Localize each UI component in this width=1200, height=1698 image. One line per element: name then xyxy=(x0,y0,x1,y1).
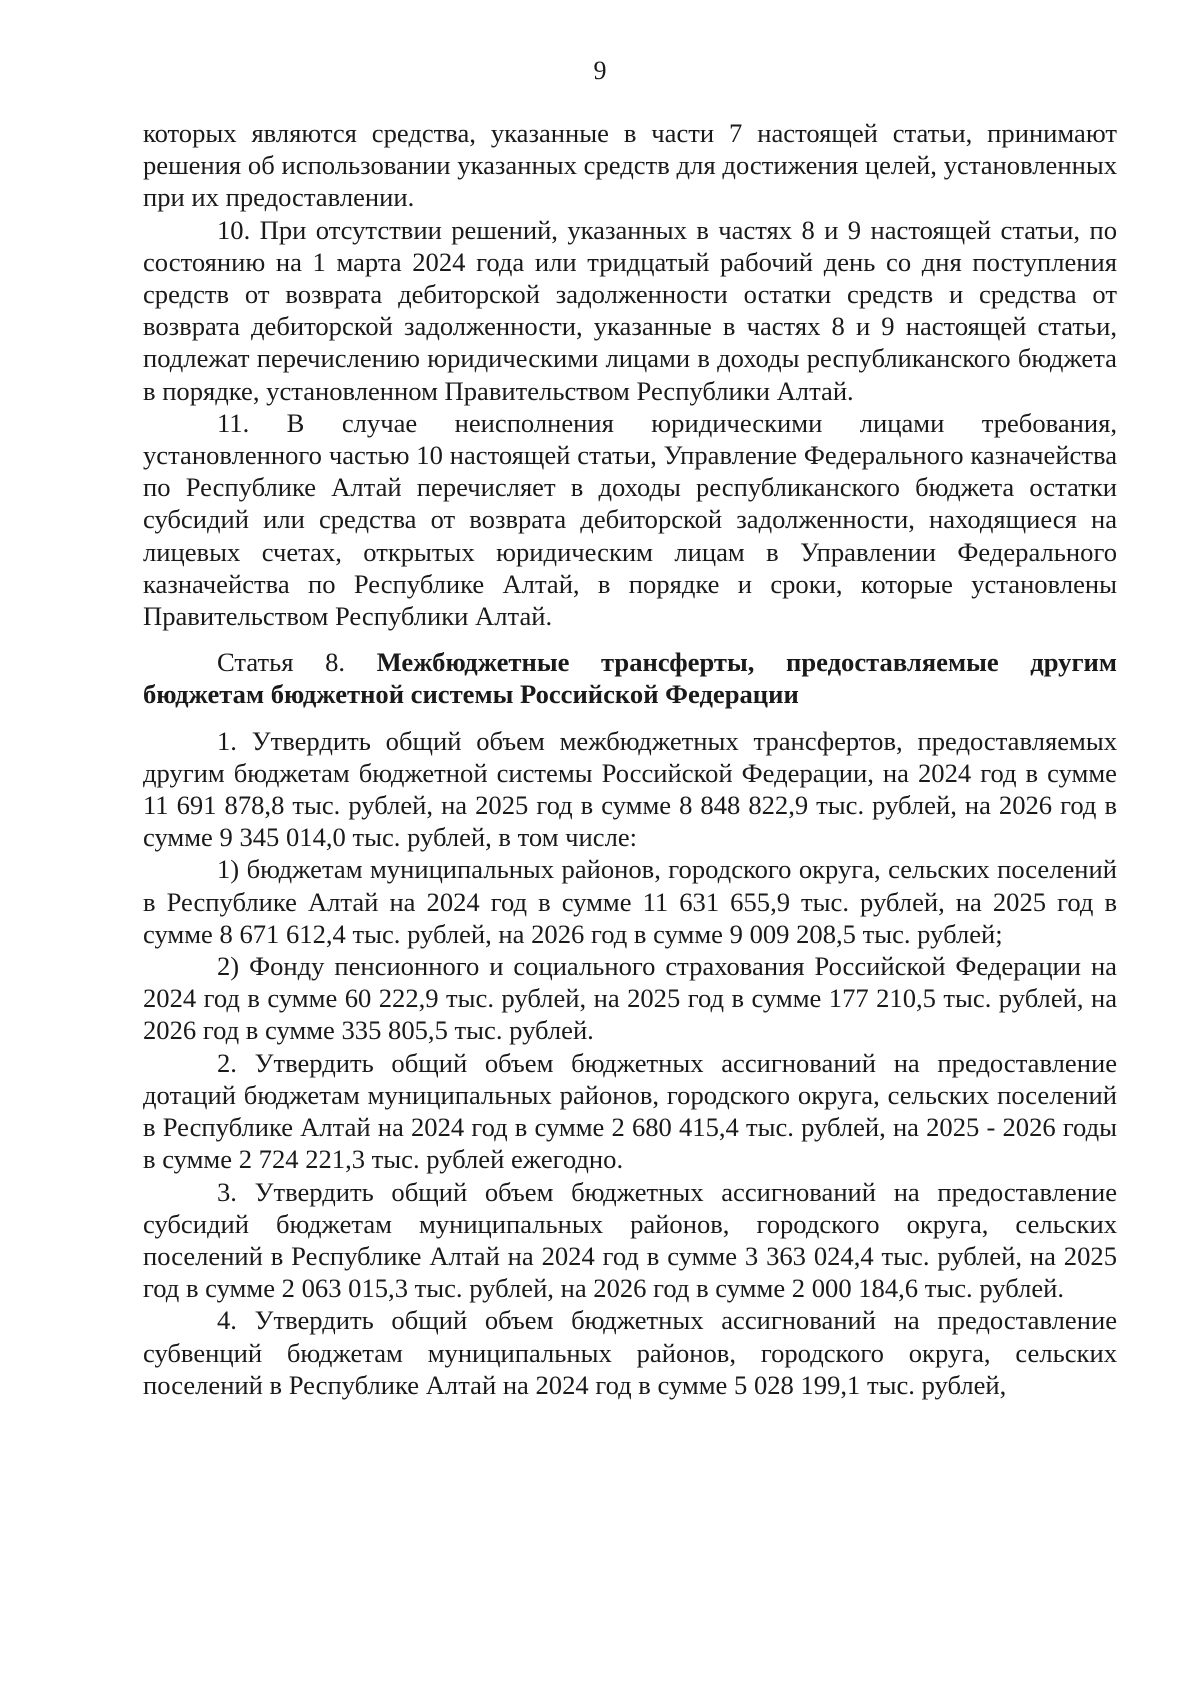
item-1-subitem-2: 2) Фонду пенсионного и социального страхования Российской Федерации на 2024 год в сумме 60 222,9 тыс. рублей, на 2025 год в сумме 177 210,5 тыс. рублей, на 2026 год в сумме 335 805,5 тыс. рублей. xyxy=(143,951,1117,1046)
paragraph-part-10: 10. При отсутствии решений, указанных в частях 8 и 9 настоящей статьи, по состоянию на 1 марта 2024 года или тридцатый рабочий день со дня поступления средств от возврата дебиторской задолженности остатки средств и средства от возврата дебиторской задолженности, указанные в частях 8 и 9 настоящей статьи, подлежат перечислению юридическими лицами в доходы республиканского бюджета в порядке, установленном Правительством Республики Алтай. xyxy=(143,214,1117,406)
paragraph-continuation: которых являются средства, указанные в части 7 настоящей статьи, принимают решения об использовании указанных средств для достижения целей, установленных при их предоставлении. xyxy=(143,118,1117,213)
item-4: 4. Утвердить общий объем бюджетных ассигнований на предоставление субвенций бюджетам муниципальных районов, городского округа, сельских поселений в Республике Алтай на 2024 год в сумме 5 028 199,1 тыс. рублей, xyxy=(143,1305,1117,1400)
item-2: 2. Утвердить общий объем бюджетных ассигнований на предоставление дотаций бюджетам муниципальных районов, городского округа, сельских поселений в Республике Алтай на 2024 год в сумме 2 680 415,4 тыс. рублей, на 2025 - 2026 годы в сумме 2 724 221,3 тыс. рублей ежегодно. xyxy=(143,1047,1117,1175)
item-3: 3. Утвердить общий объем бюджетных ассигнований на предоставление субсидий бюджетам муниципальных районов, городского округа, сельских поселений в Республике Алтай на 2024 год в сумме 3 363 024,4 тыс. рублей, на 2025 год в сумме 2 063 015,3 тыс. рублей, на 2026 год в сумме 2 000 184,6 тыс. рублей. xyxy=(143,1176,1117,1304)
document-body xyxy=(143,117,1117,1401)
article-title: Межбюджетные трансферты, предоставляемые другим бюджетам бюджетной системы Российской Федерации xyxy=(143,647,1117,710)
item-1-subitem-1: 1) бюджетам муниципальных районов, городского округа, сельских поселений в Республике Алтай на 2024 год в сумме 11 631 655,9 тыс. рублей, на 2025 год в сумме 8 671 612,4 тыс. рублей, на 2026 год в сумме 9 009 208,5 тыс. рублей; xyxy=(143,854,1117,949)
page-number: 9 xyxy=(593,56,607,85)
paragraph-part-11: 11. В случае неисполнения юридическими лицами требования, установленного частью 10 настоящей статьи, Управление Федерального казначейства по Республике Алтай перечисляет в доходы республиканского бюджета остатки субсидий или средства от возврата дебиторской задолженности, находящиеся на лицевых счетах, открытых юридическим лицам в Управлении Федерального казначейства по Республике Алтай, в порядке и сроки, которые установлены Правительством Республики Алтай. xyxy=(143,407,1117,632)
item-1: 1. Утвердить общий объем межбюджетных трансфертов, предоставляемых другим бюджетам бюджетной системы Российской Федерации, на 2024 год в сумме 11 691 878,8 тыс. рублей, на 2025 год в сумме 8 848 822,9 тыс. рублей, на 2026 год в сумме 9 345 014,0 тыс. рублей, в том числе: xyxy=(143,725,1117,853)
article-heading xyxy=(143,646,1117,710)
article-label: Статья 8. xyxy=(217,647,377,678)
